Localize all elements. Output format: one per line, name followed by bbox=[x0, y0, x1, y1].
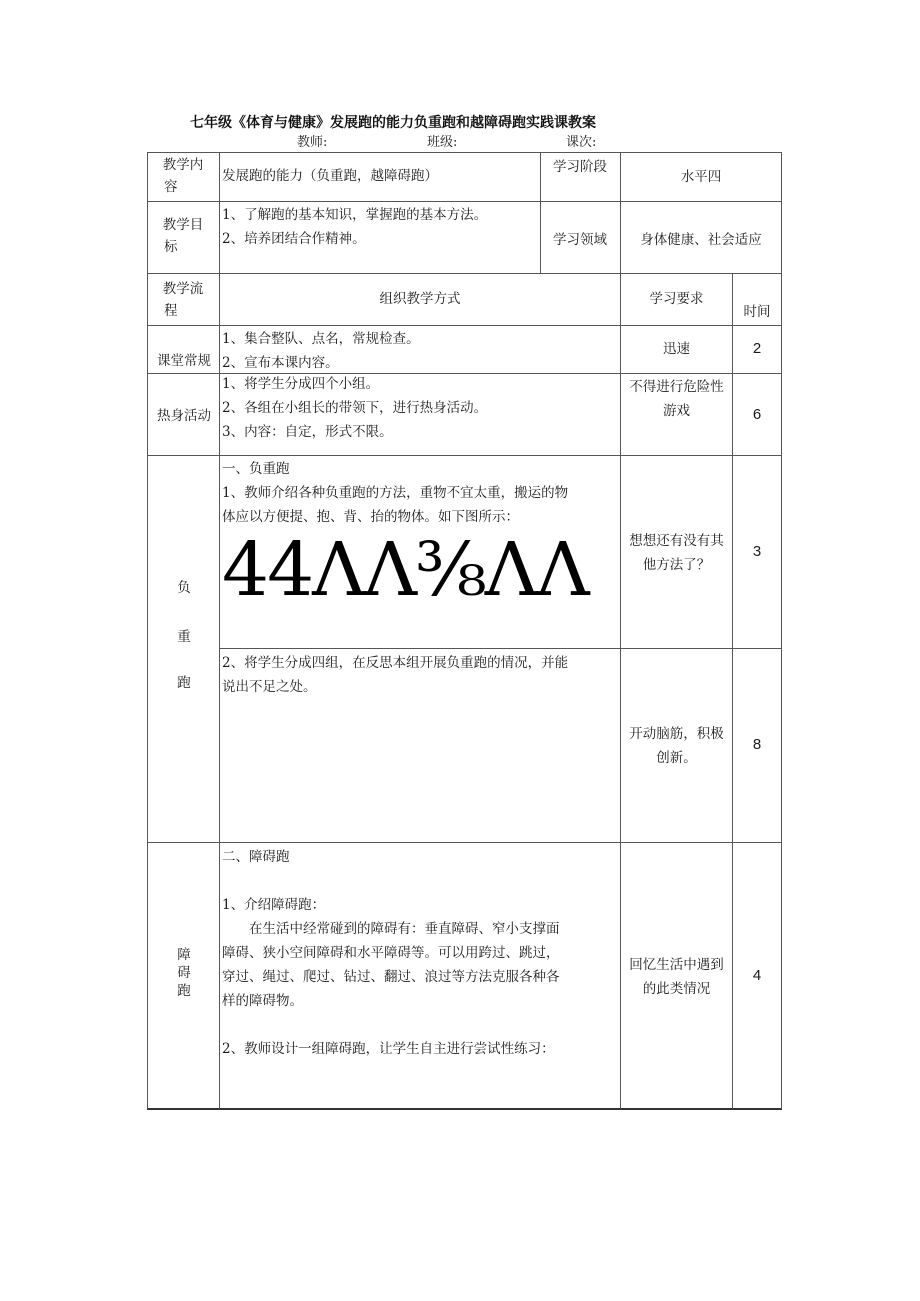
warmup-requirement-line: 游戏 bbox=[663, 403, 690, 419]
weighted-part1-requirement bbox=[621, 529, 732, 577]
weighted-part2-text bbox=[222, 651, 618, 699]
stage-weighted-char-2: 重 bbox=[177, 629, 191, 645]
warmup-line: 2、各组在小组长的带领下，进行热身活动。 bbox=[222, 400, 488, 416]
obstacle-intro-line: 在生活中经常碰到的障碍有：垂直障碍、窄小支撑面 bbox=[249, 921, 560, 937]
domain-value: 身体健康、社会适应 bbox=[640, 232, 762, 248]
obstacle-practice: 2、教师设计一组障碍跑，让学生自主进行尝试性练习： bbox=[222, 1041, 555, 1057]
weighted-line: 1、教师介绍各种负重跑的方法，重物不宜太重，搬运的物 bbox=[222, 485, 569, 501]
goal-line: 2、培养团结合作精神。 bbox=[222, 231, 366, 247]
weighted-part2-requirement bbox=[621, 722, 732, 770]
obstacle-intro-line: 穿过、绳过、爬过、钻过、翻过、浪过等方法克服各种各 bbox=[222, 969, 560, 985]
stage-weighted-char-1: 负 bbox=[177, 580, 191, 596]
row-divider bbox=[147, 201, 782, 202]
warmup-requirement bbox=[621, 375, 732, 423]
obstacle-requirement-line: 的此类情况 bbox=[642, 981, 711, 997]
weighted-heading: 一、负重跑 bbox=[222, 461, 290, 477]
header-time: 时间 bbox=[743, 304, 771, 320]
content-label: 教学内 容 bbox=[162, 157, 204, 195]
stage-value: 水平四 bbox=[680, 169, 722, 185]
stage-obstacle bbox=[148, 946, 220, 1000]
row-divider bbox=[147, 273, 782, 274]
weighted-requirement-line: 想想还有没有其 bbox=[629, 533, 724, 549]
weighted-part2-line: 2、将学生分成四组，在反思本组开展负重跑的情况，并能 bbox=[222, 655, 569, 671]
header-flow: 教学流 程 bbox=[162, 281, 204, 319]
warmup-line: 3、内容：自定，形式不限。 bbox=[222, 424, 393, 440]
warmup-time: 6 bbox=[752, 406, 762, 423]
domain-label: 学习领域 bbox=[553, 232, 607, 248]
obstacle-intro-line: 障碍、狭小空间障碍和水平障碍等。可以用跨过、跳过， bbox=[222, 945, 560, 961]
routine-line: 2、宣布本课内容。 bbox=[222, 355, 339, 371]
row-divider bbox=[219, 648, 782, 649]
stage-obstacle-char: 障 bbox=[177, 947, 191, 963]
goal-line: 1、了解跑的基本知识，掌握跑的基本方法。 bbox=[222, 207, 488, 223]
weighted-objects-figure: 44ΛΛ⅜ΛΛ bbox=[222, 527, 588, 613]
content-value: 发展跑的能力（负重跑，越障碍跑） bbox=[222, 168, 438, 184]
weighted-part2-line: 说出不足之处。 bbox=[222, 679, 317, 695]
obstacle-intro-line: 样的障碍物。 bbox=[222, 993, 303, 1009]
goals-lines bbox=[222, 203, 538, 251]
weighted-part2-time: 8 bbox=[752, 736, 762, 753]
row-divider bbox=[147, 325, 782, 326]
table-border-right bbox=[781, 152, 782, 1109]
obstacle-requirement-line: 回忆生活中遇到 bbox=[629, 957, 724, 973]
obstacle-intro-title: 1、介绍障碍跑： bbox=[222, 897, 326, 913]
goals-label: 教学目 标 bbox=[162, 217, 204, 255]
weighted-part1-time: 3 bbox=[752, 543, 762, 560]
warmup-lines bbox=[222, 372, 618, 444]
routine-time: 2 bbox=[752, 340, 762, 357]
warmup-line: 1、将学生分成四个小组。 bbox=[222, 376, 380, 392]
table-border-top bbox=[147, 152, 782, 153]
stage-routine: 课堂常规 bbox=[157, 353, 211, 369]
warmup-requirement-line: 不得进行危险性 bbox=[629, 379, 724, 395]
lesson-label: 课次: bbox=[566, 135, 597, 150]
stage-label: 学习阶段 bbox=[553, 159, 607, 175]
weighted-line: 体应以方便提、抱、背、抬的物体。如下图所示： bbox=[222, 509, 519, 525]
header-requirement: 学习要求 bbox=[649, 291, 704, 307]
weighted-part2-requirement-line: 开动脑筋，积极 bbox=[629, 726, 724, 742]
header-method: 组织教学方式 bbox=[379, 291, 461, 307]
routine-requirement: 迅速 bbox=[663, 341, 690, 357]
weighted-part1-text bbox=[222, 457, 618, 529]
row-divider bbox=[147, 842, 782, 843]
stage-obstacle-char: 碍 bbox=[177, 965, 191, 981]
row-divider bbox=[147, 455, 782, 456]
stage-obstacle-char: 跑 bbox=[177, 983, 191, 999]
teacher-label: 教师: bbox=[297, 135, 328, 150]
stage-warmup: 热身活动 bbox=[157, 408, 211, 424]
weighted-requirement-line: 他方法了？ bbox=[642, 557, 711, 573]
stage-weighted-char-3: 跑 bbox=[177, 675, 191, 691]
class-label: 班级: bbox=[427, 135, 458, 150]
routine-lines bbox=[222, 327, 618, 375]
routine-line: 1、集合整队、点名，常规检查。 bbox=[222, 331, 420, 347]
document-title: 七年级《体育与健康》发展跑的能力负重跑和越障碍跑实践课教案 bbox=[190, 115, 596, 131]
obstacle-heading: 二、障碍跑 bbox=[222, 849, 290, 865]
table-border-bottom bbox=[147, 1108, 782, 1110]
obstacle-requirement bbox=[621, 953, 732, 1001]
obstacle-intro bbox=[222, 917, 618, 1013]
weighted-part2-requirement-line: 创新。 bbox=[656, 750, 697, 766]
obstacle-time: 4 bbox=[752, 967, 762, 984]
